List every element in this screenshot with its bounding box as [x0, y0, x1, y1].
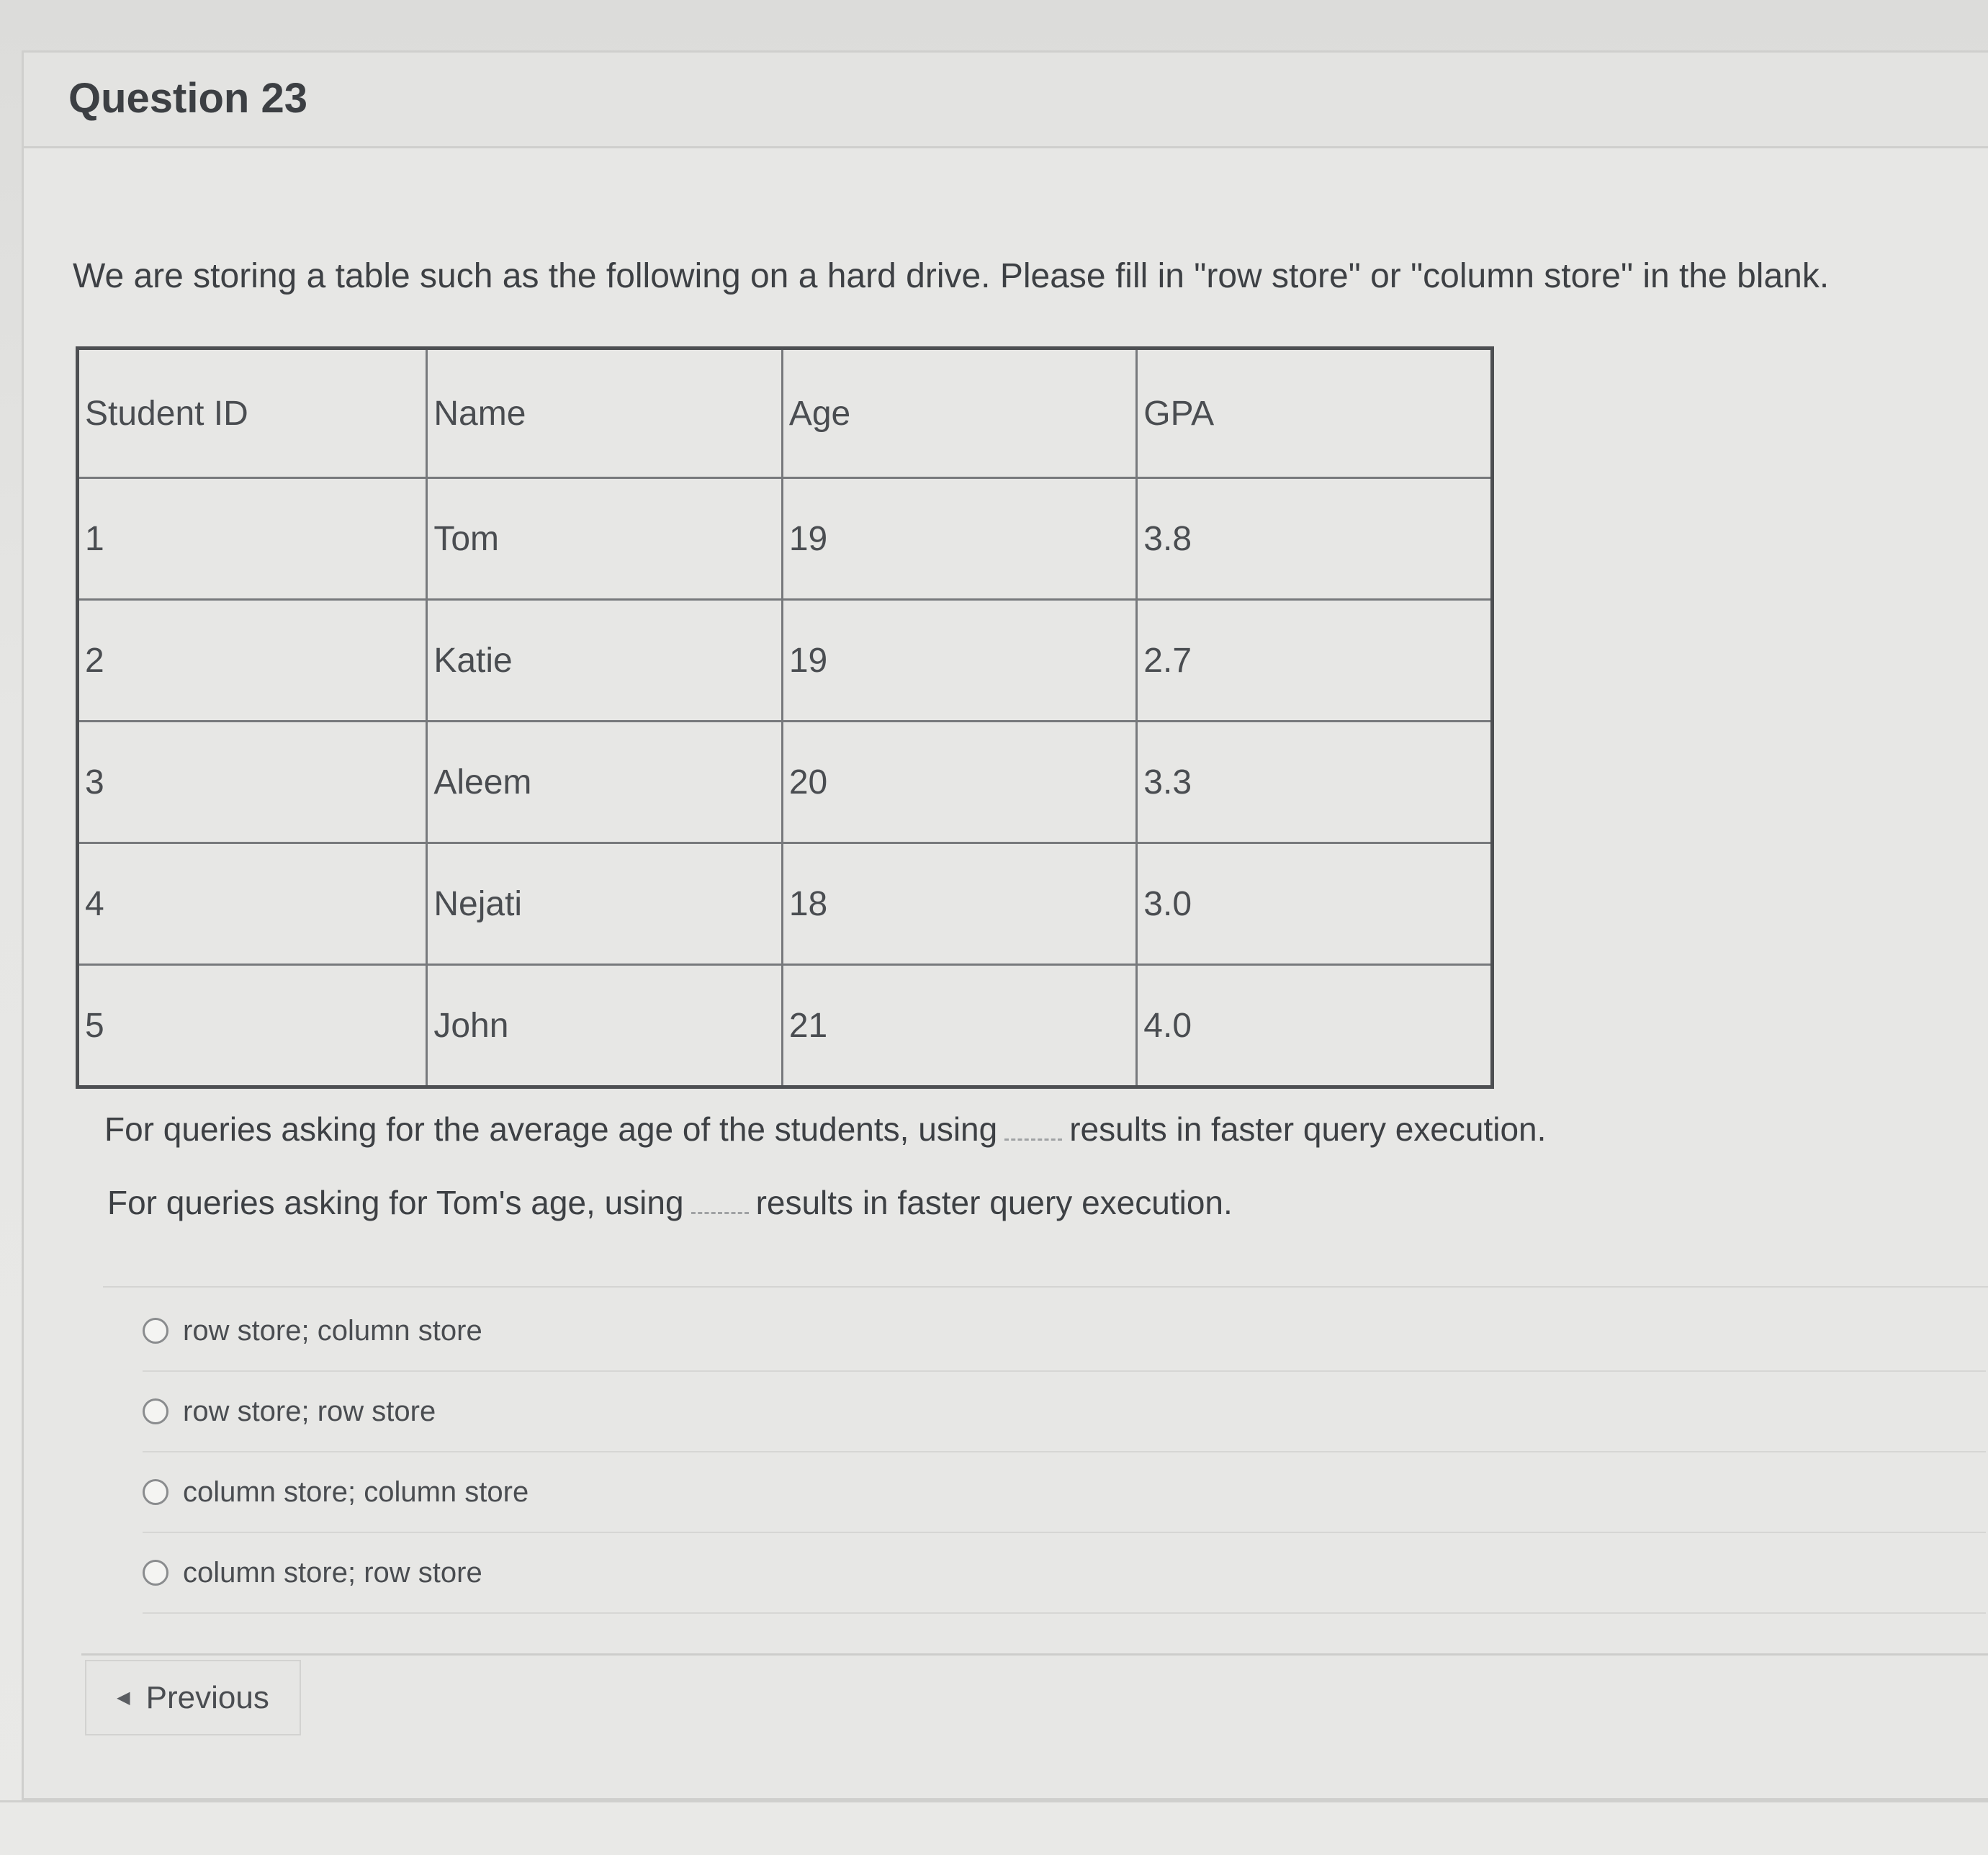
previous-button[interactable]	[85, 1660, 301, 1735]
question-prompt: We are storing a table such as the following on a hard drive. Please fill in "row store" or "column store" in the blank.	[73, 257, 1830, 295]
answer-option-2[interactable]	[143, 1372, 1986, 1452]
table-cell: 4	[78, 843, 427, 965]
answer-label: row store; column store	[183, 1314, 482, 1347]
table-cell: 21	[782, 965, 1136, 1087]
radio-button[interactable]	[143, 1318, 168, 1344]
table-cell: John	[427, 965, 783, 1087]
fill-in-line-2	[107, 1183, 1233, 1222]
answer-option-1[interactable]	[143, 1291, 1986, 1372]
answer-label: row store; row store	[183, 1395, 436, 1427]
table-cell: 20	[782, 722, 1136, 843]
table-row	[78, 843, 1493, 965]
table-header-name: Name	[427, 349, 783, 478]
table-cell: 4.0	[1137, 965, 1493, 1087]
table-cell: 2	[78, 600, 427, 722]
caret-left-icon: ◀	[117, 1688, 130, 1707]
table-row	[78, 965, 1493, 1087]
table-cell: Nejati	[427, 843, 783, 965]
question-card	[22, 50, 1988, 1800]
blank-1	[1004, 1138, 1062, 1141]
table-cell: Aleem	[427, 722, 783, 843]
fill-in-line-1-before: For queries asking for the average age of the students, using	[104, 1110, 998, 1148]
table-cell: 19	[782, 478, 1136, 600]
table-cell: 19	[782, 600, 1136, 722]
fill-in-line-1-after: results in faster query execution.	[1069, 1110, 1547, 1148]
table-cell: 5	[78, 965, 427, 1087]
table-row	[78, 722, 1493, 843]
answers-divider	[103, 1286, 1988, 1288]
radio-button[interactable]	[143, 1560, 168, 1586]
blank-2	[691, 1212, 749, 1214]
answer-label: column store; row store	[183, 1556, 482, 1589]
table-row	[78, 600, 1493, 722]
fill-in-line-2-before: For queries asking for Tom's age, using	[107, 1184, 684, 1221]
table-cell: 3.0	[1137, 843, 1493, 965]
answer-option-3[interactable]	[143, 1452, 1986, 1533]
radio-button[interactable]	[143, 1398, 168, 1424]
table-header-student-id: Student ID	[78, 349, 427, 478]
question-body	[24, 148, 1988, 1653]
table-cell: Tom	[427, 478, 783, 600]
answer-option-4[interactable]	[143, 1533, 1986, 1614]
footer-divider	[0, 1800, 1988, 1802]
fill-in-line-1	[104, 1110, 1546, 1149]
table-row	[78, 478, 1493, 600]
answer-label: column store; column store	[183, 1476, 529, 1508]
student-table	[76, 346, 1494, 1089]
table-cell: 3	[78, 722, 427, 843]
table-cell: 3.8	[1137, 478, 1493, 600]
question-header	[24, 53, 1988, 148]
table-cell: 2.7	[1137, 600, 1493, 722]
table-cell: 1	[78, 478, 427, 600]
table-header-row	[78, 349, 1493, 478]
table-header-gpa: GPA	[1137, 349, 1493, 478]
table-cell: Katie	[427, 600, 783, 722]
question-card-bottom-border	[81, 1653, 1988, 1656]
previous-button-label: Previous	[145, 1679, 269, 1715]
question-title: Question 23	[68, 75, 307, 122]
table-cell: 3.3	[1137, 722, 1493, 843]
fill-in-line-2-after: results in faster query execution.	[755, 1184, 1233, 1221]
radio-button[interactable]	[143, 1479, 168, 1505]
table-cell: 18	[782, 843, 1136, 965]
table-header-age: Age	[782, 349, 1136, 478]
